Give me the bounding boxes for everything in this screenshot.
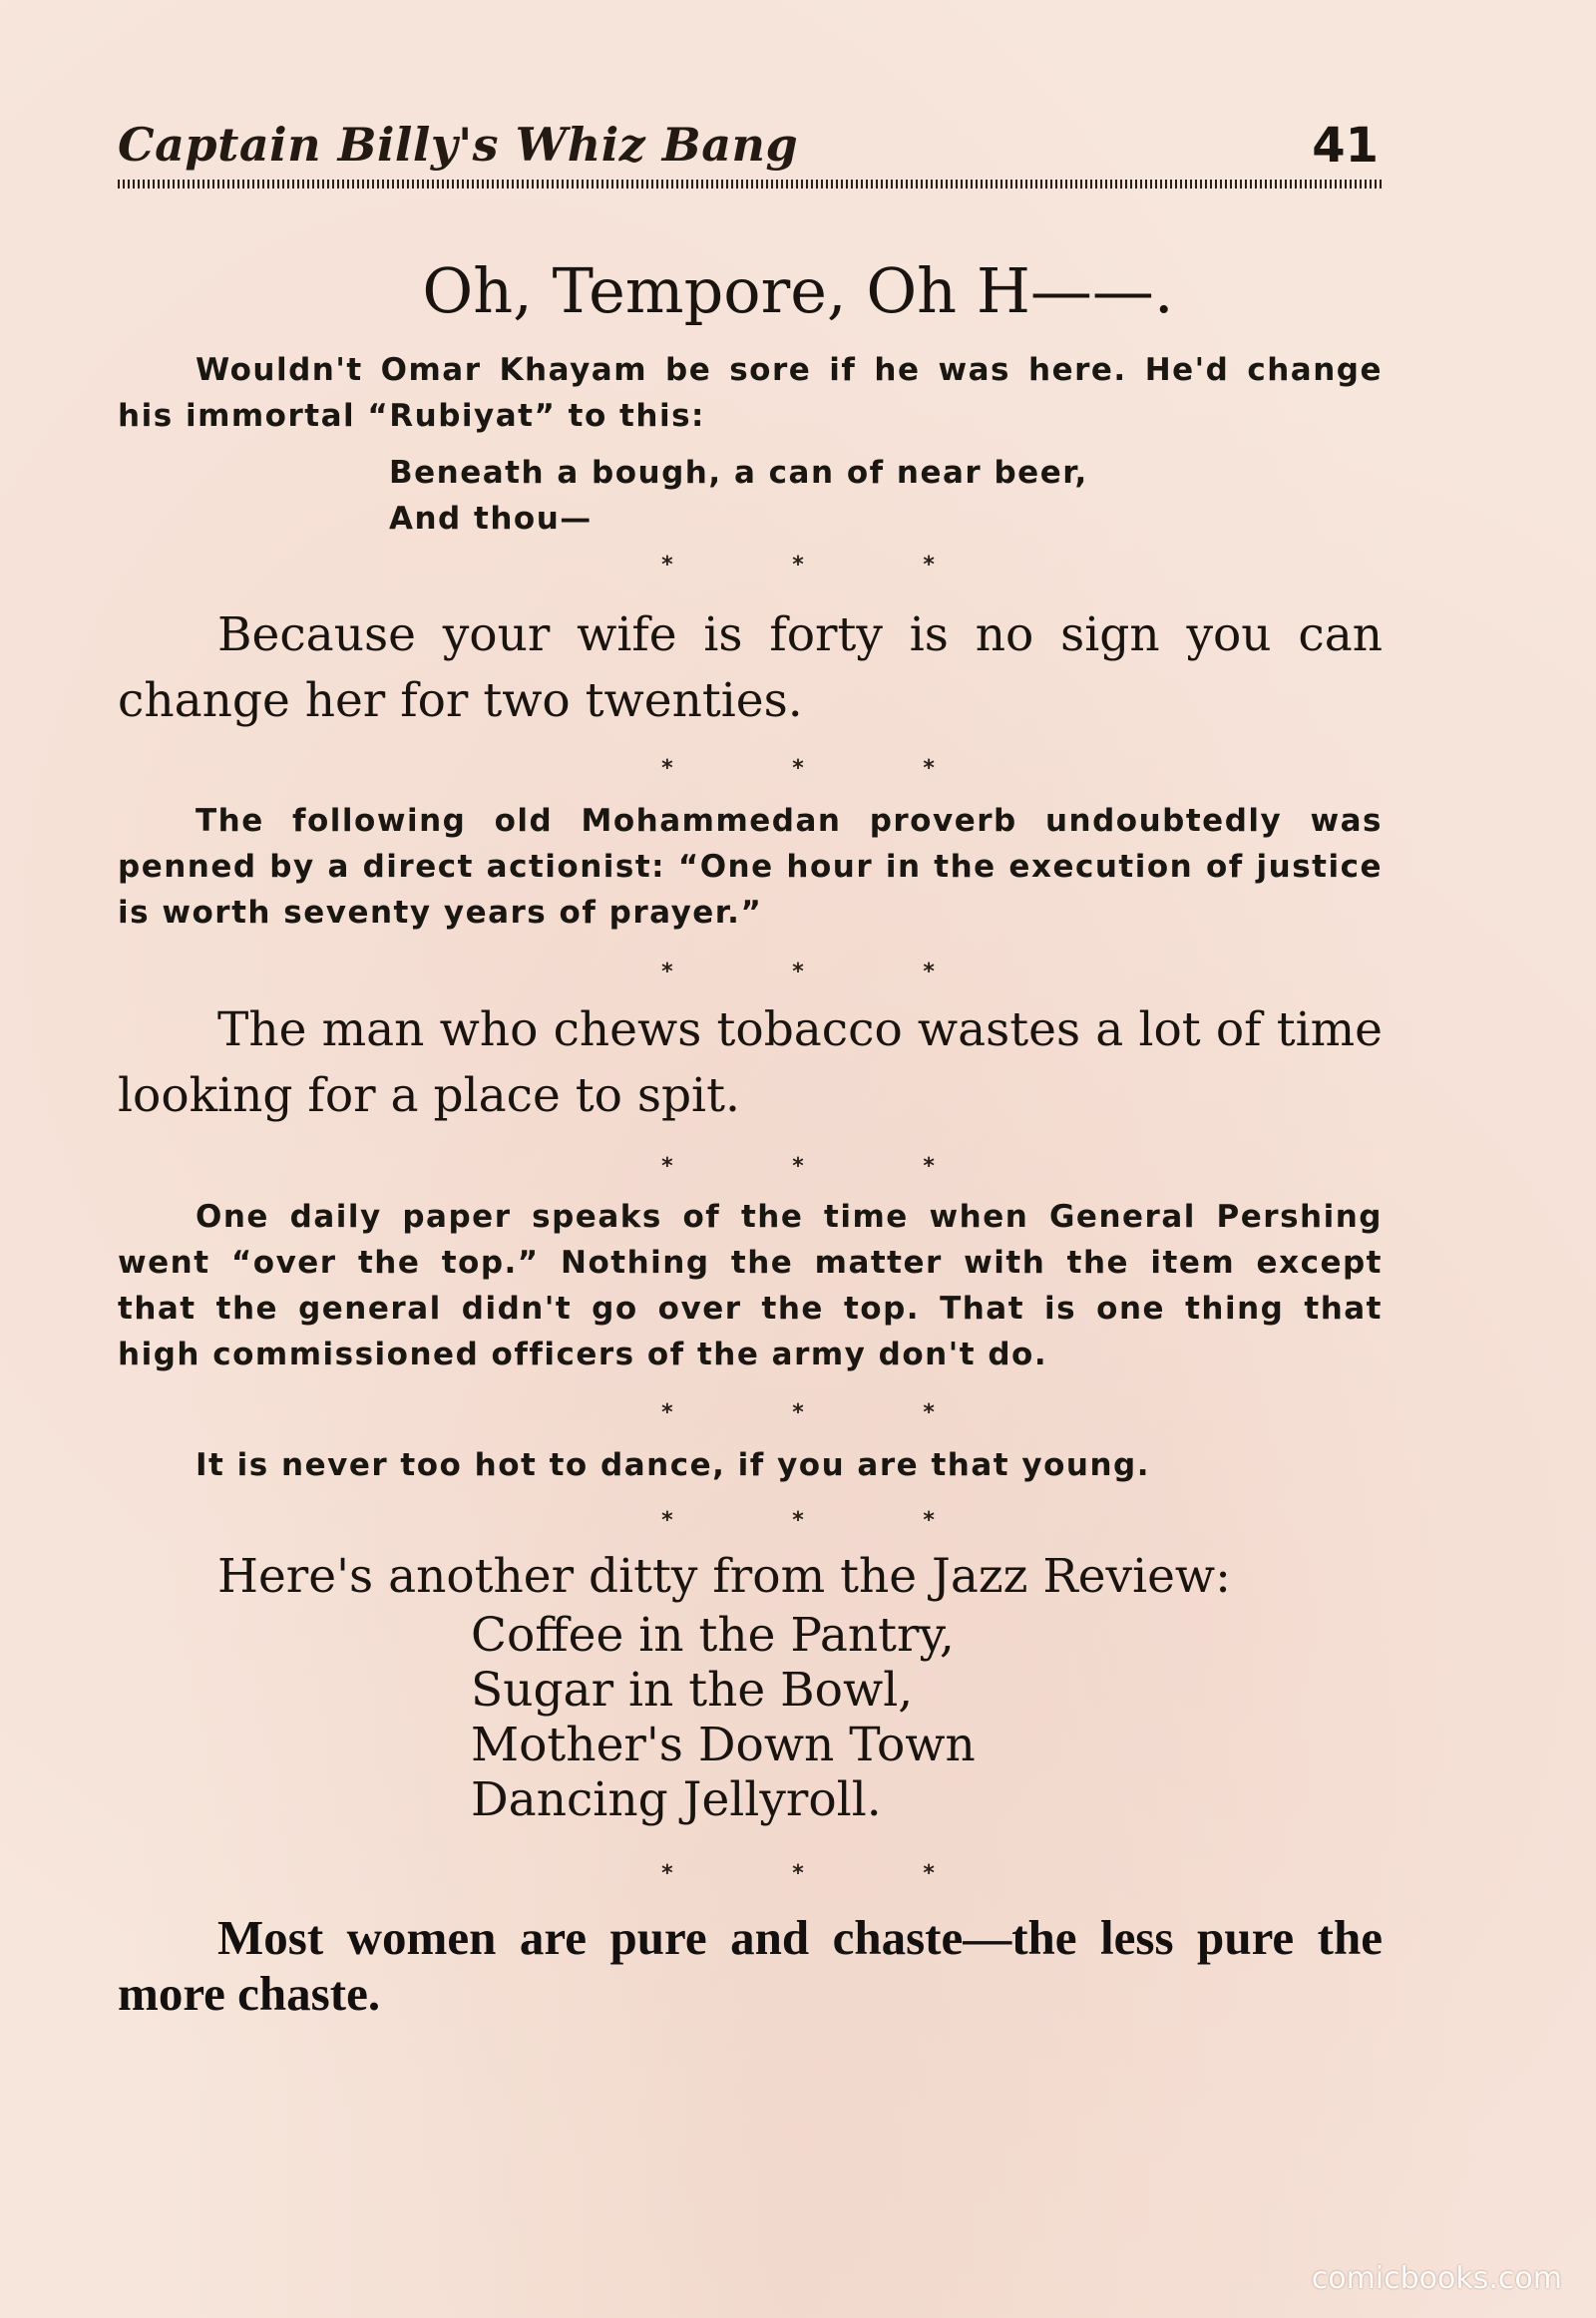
jazz-intro-text: Here's another ditty from the Jazz Review:	[217, 1549, 1231, 1604]
jazz-intro	[118, 1549, 1383, 1605]
tobacco-joke-text: The man who chews tobacco wastes a lot of time looking for a place to spit.	[118, 1002, 1383, 1123]
omar-paragraph	[118, 347, 1383, 439]
pershing-text: One daily paper speaks of the time when General Pershing went “over the top.” Nothing the matter with the item except that the general didn't go over the top. That is one thing that high commissioned officers of the army don't do.	[118, 1199, 1383, 1372]
separator-stars: * * *	[661, 756, 991, 781]
omar-line-1: Wouldn't Omar Khayam be sore if he was here. He'd change	[196, 352, 1383, 388]
jazz-verse-line: Coffee in the Pantry,	[471, 1608, 955, 1663]
omar-verse-line: And thou—	[389, 501, 593, 537]
jazz-verse	[471, 1608, 976, 1827]
watermark: comicbooks.com	[1311, 2261, 1562, 2296]
jazz-verse-line: Sugar in the Bowl,	[471, 1663, 914, 1718]
wife-joke-text: Because your wife is forty is no sign you can change her for two twenties.	[118, 607, 1383, 728]
jazz-verse-line: Mother's Down Town	[471, 1718, 976, 1772]
separator-stars: * * *	[661, 1154, 991, 1179]
pershing-paragraph	[118, 1194, 1383, 1377]
proverb-text: The following old Mohammedan proverb undoubtedly was penned by a direct actionist: “One hour in the execution of justice is worth seventy years of prayer.”	[118, 803, 1383, 931]
jazz-verse-line: Dancing Jellyroll.	[471, 1772, 882, 1827]
header-rule	[118, 180, 1383, 189]
separator-stars: * * *	[661, 1508, 991, 1533]
headline: Oh, Tempore, Oh H——.	[422, 254, 1174, 327]
omar-line-2: his immortal “Rubiyat” to this:	[118, 398, 705, 434]
omar-verse-line: Beneath a bough, a can of near beer,	[389, 455, 1088, 491]
page-header	[118, 118, 1385, 178]
page-number: 41	[1312, 118, 1379, 174]
separator-stars: * * *	[661, 1400, 991, 1425]
dance-text: It is never too hot to dance, if you are that young.	[196, 1447, 1150, 1483]
wife-joke	[118, 602, 1383, 734]
separator-stars: * * *	[661, 960, 991, 984]
tobacco-joke	[118, 997, 1383, 1129]
proverb-paragraph	[118, 798, 1383, 936]
separator-stars: * * *	[661, 1861, 991, 1886]
chaste-joke-text: Most women are pure and chaste—the less pure the more chaste.	[118, 1910, 1383, 2021]
magazine-title: Captain Billy's Whiz Bang	[118, 118, 799, 172]
omar-verse	[389, 450, 1088, 542]
dance-paragraph	[118, 1442, 1383, 1488]
chaste-joke	[118, 1910, 1383, 2022]
separator-stars: * * *	[661, 553, 991, 578]
